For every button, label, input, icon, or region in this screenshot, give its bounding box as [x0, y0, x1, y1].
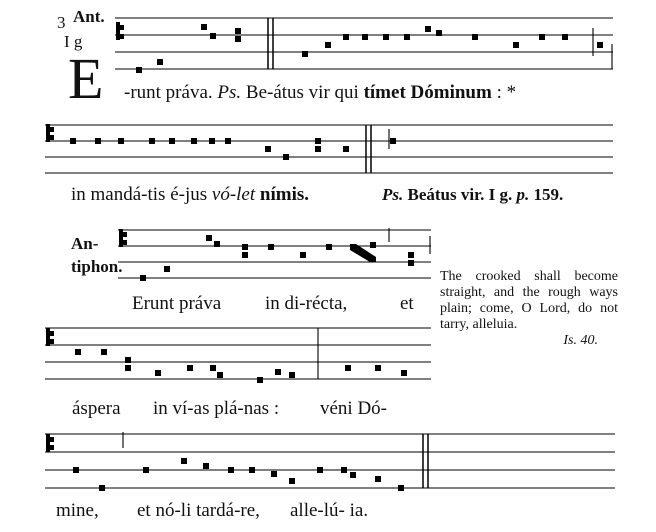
- text-line-2: [71, 184, 309, 206]
- lyric-veni-do: véni Dó-: [320, 398, 388, 419]
- antiphon-label-2: tiphon.: [71, 257, 123, 276]
- lyric-nimis: nímis.: [259, 184, 310, 205]
- ref-ps-label: Ps.: [382, 185, 404, 204]
- lyric-in-vias-planas: in ví-as plá-nas :: [153, 398, 280, 419]
- psalm-reference: [382, 185, 563, 205]
- accent-word-1: tímet: [363, 82, 406, 103]
- asterisk-tail: : *: [496, 82, 517, 103]
- ref-page-number: 159.: [533, 185, 564, 204]
- staff-4: [45, 324, 433, 384]
- lyric-erunt-prava: Erunt práva: [132, 293, 222, 314]
- lyric-in-mandatis: in mandá-tis é-jus: [71, 184, 208, 205]
- lyric-alleluia: alle-lú- ia.: [290, 500, 369, 521]
- lyric-et-noli-tardare: et nó-li tardá-re,: [137, 500, 260, 521]
- mode-label: I g: [64, 32, 83, 51]
- psalm-text: Be-átus vir qui: [245, 82, 359, 103]
- antiphon-number: 3: [57, 13, 66, 32]
- accent-word-2: Dóminum: [410, 82, 492, 103]
- staff-5: [45, 430, 617, 496]
- lyric-volet: vó-let: [211, 184, 256, 205]
- ref-title: Beátus vir.: [407, 185, 485, 204]
- lyric-et: et: [400, 293, 414, 314]
- lyric-in-directa: in di-récta,: [265, 293, 348, 314]
- antiphon-label-1: An-: [71, 234, 99, 253]
- staff-3: [118, 226, 434, 282]
- staff-2: [45, 121, 615, 177]
- ref-page-abbr: p.: [516, 185, 530, 204]
- text-line-1: [124, 82, 516, 104]
- ps-label: Ps.: [217, 82, 242, 103]
- lyric-erunt: -runt práva.: [124, 82, 213, 103]
- initial-letter: E: [68, 46, 104, 111]
- translation-reference: Is. 40.: [563, 333, 598, 348]
- ref-mode: I g.: [488, 185, 513, 204]
- english-translation: [440, 269, 618, 349]
- ant-label: Ant.: [73, 7, 105, 26]
- lyric-mine: mine,: [56, 500, 99, 521]
- staff-1: [115, 14, 615, 76]
- lyric-aspera: áspera: [72, 398, 121, 419]
- translation-text: The crooked shall become straight, and the rough ways plain; come, O Lord, do not tarry, alleluia.: [440, 269, 618, 332]
